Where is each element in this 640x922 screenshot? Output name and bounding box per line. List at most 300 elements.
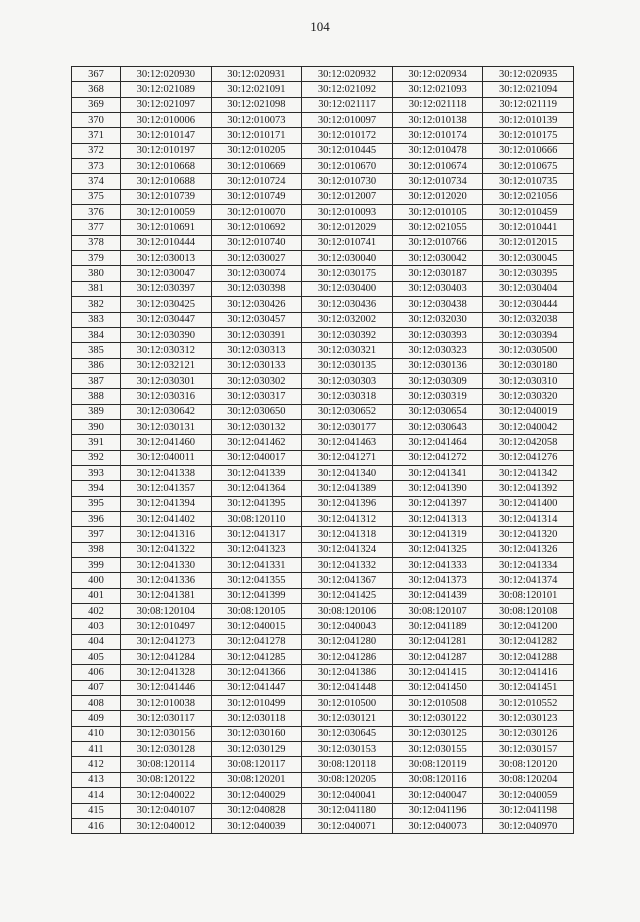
cadastral-code-cell: 30:12:030133 [211, 358, 302, 373]
cadastral-code-cell: 30:12:040970 [483, 818, 574, 833]
cadastral-code-cell: 30:12:030180 [483, 358, 574, 373]
table-row [72, 97, 574, 112]
cadastral-code-cell: 30:12:010139 [483, 113, 574, 128]
cadastral-code-cell: 30:12:030128 [121, 742, 212, 757]
cadastral-code-cell: 30:12:020935 [483, 67, 574, 82]
cadastral-code-cell: 30:12:040019 [483, 404, 574, 419]
row-number-cell: 398 [72, 542, 121, 557]
cadastral-code-cell: 30:12:041448 [302, 680, 393, 695]
table-row [72, 281, 574, 296]
cadastral-code-cell: 30:12:041390 [392, 481, 483, 496]
cadastral-code-cell: 30:08:120104 [121, 604, 212, 619]
table-row [72, 772, 574, 787]
cadastral-code-cell: 30:08:120119 [392, 757, 483, 772]
row-number-cell: 375 [72, 189, 121, 204]
cadastral-code-cell: 30:12:041389 [302, 481, 393, 496]
cadastral-code-cell: 30:12:041325 [392, 542, 483, 557]
cadastral-code-cell: 30:12:010668 [121, 159, 212, 174]
row-number-cell: 399 [72, 558, 121, 573]
cadastral-code-cell: 30:12:010174 [392, 128, 483, 143]
cadastral-code-cell: 30:12:040828 [211, 803, 302, 818]
cadastral-code-cell: 30:12:030645 [302, 726, 393, 741]
cadastral-code-cell: 30:12:041366 [211, 665, 302, 680]
cadastral-code-cell: 30:12:041332 [302, 558, 393, 573]
table-row [72, 634, 574, 649]
cadastral-code-cell: 30:12:030397 [121, 281, 212, 296]
cadastral-code-cell: 30:12:010499 [211, 696, 302, 711]
cadastral-code-cell: 30:12:030122 [392, 711, 483, 726]
cadastral-code-cell: 30:12:041381 [121, 588, 212, 603]
cadastral-code-cell: 30:12:020932 [302, 67, 393, 82]
cadastral-code-cell: 30:08:120116 [392, 772, 483, 787]
cadastral-code-cell: 30:08:120110 [211, 511, 302, 526]
cadastral-code-cell: 30:12:010205 [211, 143, 302, 158]
cadastral-code-cell: 30:12:040042 [483, 419, 574, 434]
cadastral-code-cell: 30:12:041355 [211, 573, 302, 588]
cadastral-code-cell: 30:12:030309 [392, 373, 483, 388]
cadastral-code-cell: 30:12:030425 [121, 297, 212, 312]
row-number-cell: 379 [72, 251, 121, 266]
cadastral-code-cell: 30:12:030426 [211, 297, 302, 312]
row-number-cell: 395 [72, 496, 121, 511]
cadastral-code-cell: 30:12:030042 [392, 251, 483, 266]
table-row [72, 481, 574, 496]
cadastral-code-cell: 30:12:041374 [483, 573, 574, 588]
cadastral-code-cell: 30:12:010171 [211, 128, 302, 143]
cadastral-code-cell: 30:12:041357 [121, 481, 212, 496]
cadastral-code-cell: 30:12:030444 [483, 297, 574, 312]
cadastral-code-cell: 30:12:010688 [121, 174, 212, 189]
cadastral-code-cell: 30:12:041324 [302, 542, 393, 557]
cadastral-code-cell: 30:12:032121 [121, 358, 212, 373]
row-number-cell: 373 [72, 159, 121, 174]
row-number-cell: 382 [72, 297, 121, 312]
cadastral-code-cell: 30:12:030391 [211, 327, 302, 342]
table-row [72, 726, 574, 741]
cadastral-code-cell: 30:12:030175 [302, 266, 393, 281]
cadastral-code-cell: 30:12:021092 [302, 82, 393, 97]
table-row [72, 419, 574, 434]
cadastral-code-cell: 30:12:010497 [121, 619, 212, 634]
cadastral-code-cell: 30:12:010670 [302, 159, 393, 174]
table-row [72, 312, 574, 327]
table-row [72, 266, 574, 281]
cadastral-code-cell: 30:12:010669 [211, 159, 302, 174]
table-row [72, 511, 574, 526]
cadastral-code-cell: 30:08:120201 [211, 772, 302, 787]
cadastral-code-cell: 30:12:030074 [211, 266, 302, 281]
cadastral-code-cell: 30:12:040012 [121, 818, 212, 833]
table-row [72, 542, 574, 557]
cadastral-code-cell: 30:12:041322 [121, 542, 212, 557]
table-row [72, 604, 574, 619]
cadastral-code-cell: 30:12:041284 [121, 650, 212, 665]
cadastral-code-cell: 30:12:041288 [483, 650, 574, 665]
cadastral-code-cell: 30:12:030040 [302, 251, 393, 266]
cadastral-code-cell: 30:12:041331 [211, 558, 302, 573]
cadastral-code-cell: 30:12:030302 [211, 373, 302, 388]
table-row [72, 465, 574, 480]
row-number-cell: 416 [72, 818, 121, 833]
cadastral-code-cell: 30:12:041399 [211, 588, 302, 603]
cadastral-code-cell: 30:12:041326 [483, 542, 574, 557]
cadastral-code-cell: 30:12:041276 [483, 450, 574, 465]
table-row [72, 696, 574, 711]
row-number-cell: 410 [72, 726, 121, 741]
row-number-cell: 381 [72, 281, 121, 296]
row-number-cell: 372 [72, 143, 121, 158]
cadastral-code-cell: 30:12:041198 [483, 803, 574, 818]
table-row [72, 435, 574, 450]
cadastral-code-cell: 30:12:021055 [392, 220, 483, 235]
cadastral-code-cell: 30:12:040017 [211, 450, 302, 465]
row-number-cell: 392 [72, 450, 121, 465]
table-row [72, 757, 574, 772]
cadastral-code-cell: 30:12:040039 [211, 818, 302, 833]
cadastral-code-cell: 30:12:041330 [121, 558, 212, 573]
row-number-cell: 409 [72, 711, 121, 726]
cadastral-code-cell: 30:12:030404 [483, 281, 574, 296]
cadastral-code-cell: 30:12:041286 [302, 650, 393, 665]
cadastral-code-cell: 30:12:021056 [483, 189, 574, 204]
cadastral-code-cell: 30:12:021091 [211, 82, 302, 97]
row-number-cell: 403 [72, 619, 121, 634]
cadastral-code-cell: 30:12:041364 [211, 481, 302, 496]
cadastral-code-cell: 30:12:030650 [211, 404, 302, 419]
row-number-cell: 389 [72, 404, 121, 419]
cadastral-code-cell: 30:12:040041 [302, 788, 393, 803]
cadastral-code-cell: 30:12:010500 [302, 696, 393, 711]
row-number-cell: 396 [72, 511, 121, 526]
cadastral-code-cell: 30:08:120122 [121, 772, 212, 787]
cadastral-code-cell: 30:12:041392 [483, 481, 574, 496]
row-number-cell: 407 [72, 680, 121, 695]
cadastral-code-cell: 30:12:041318 [302, 527, 393, 542]
cadastral-code-cell: 30:12:030153 [302, 742, 393, 757]
cadastral-code-cell: 30:12:030177 [302, 419, 393, 434]
cadastral-code-cell: 30:12:030436 [302, 297, 393, 312]
cadastral-code-cell: 30:12:030155 [392, 742, 483, 757]
table-row [72, 67, 574, 82]
table-row [72, 373, 574, 388]
cadastral-code-cell: 30:12:032038 [483, 312, 574, 327]
cadastral-code-cell: 30:08:120117 [211, 757, 302, 772]
cadastral-code-cell: 30:12:041451 [483, 680, 574, 695]
cadastral-code-cell: 30:12:041338 [121, 465, 212, 480]
cadastral-code-cell: 30:12:030131 [121, 419, 212, 434]
row-number-cell: 393 [72, 465, 121, 480]
cadastral-code-cell: 30:12:010508 [392, 696, 483, 711]
cadastral-code-cell: 30:12:010739 [121, 189, 212, 204]
cadastral-code-cell: 30:12:010691 [121, 220, 212, 235]
row-number-cell: 374 [72, 174, 121, 189]
row-number-cell: 406 [72, 665, 121, 680]
cadastral-code-cell: 30:12:030447 [121, 312, 212, 327]
cadastral-code-cell: 30:12:041189 [392, 619, 483, 634]
cadastral-code-cell: 30:12:020931 [211, 67, 302, 82]
cadastral-code-cell: 30:12:041397 [392, 496, 483, 511]
cadastral-code-cell: 30:12:030395 [483, 266, 574, 281]
cadastral-code-cell: 30:08:120114 [121, 757, 212, 772]
table-row [72, 343, 574, 358]
cadastral-code-cell: 30:12:012007 [302, 189, 393, 204]
cadastral-code-cell: 30:12:030157 [483, 742, 574, 757]
cadastral-code-cell: 30:12:030394 [483, 327, 574, 342]
cadastral-code-cell: 30:12:041395 [211, 496, 302, 511]
cadastral-code-cell: 30:12:030400 [302, 281, 393, 296]
cadastral-code-cell: 30:12:030319 [392, 389, 483, 404]
cadastral-code-cell: 30:12:030187 [392, 266, 483, 281]
cadastral-code-cell: 30:12:032030 [392, 312, 483, 327]
cadastral-code-cell: 30:12:030317 [211, 389, 302, 404]
table-row [72, 788, 574, 803]
row-number-cell: 371 [72, 128, 121, 143]
cadastral-code-cell: 30:12:041278 [211, 634, 302, 649]
cadastral-code-cell: 30:12:041447 [211, 680, 302, 695]
cadastral-code-cell: 30:12:030121 [302, 711, 393, 726]
cadastral-code-cell: 30:12:030393 [392, 327, 483, 342]
cadastral-code-cell: 30:12:041439 [392, 588, 483, 603]
cadastral-code-cell: 30:12:010441 [483, 220, 574, 235]
cadastral-code-cell: 30:12:041333 [392, 558, 483, 573]
cadastral-code-cell: 30:12:041336 [121, 573, 212, 588]
cadastral-code-cell: 30:12:012029 [302, 220, 393, 235]
cadastral-code-cell: 30:12:030438 [392, 297, 483, 312]
cadastral-code-cell: 30:08:120108 [483, 604, 574, 619]
cadastral-code-cell: 30:12:020934 [392, 67, 483, 82]
cadastral-code-cell: 30:12:041316 [121, 527, 212, 542]
table-row [72, 113, 574, 128]
cadastral-code-cell: 30:12:040011 [121, 450, 212, 465]
cadastral-code-cell: 30:12:010735 [483, 174, 574, 189]
row-number-cell: 383 [72, 312, 121, 327]
cadastral-code-cell: 30:12:010445 [302, 143, 393, 158]
row-number-cell: 380 [72, 266, 121, 281]
cadastral-code-cell: 30:12:010038 [121, 696, 212, 711]
cadastral-code-cell: 30:08:120118 [302, 757, 393, 772]
row-number-cell: 386 [72, 358, 121, 373]
cadastral-code-cell: 30:12:040047 [392, 788, 483, 803]
cadastral-code-cell: 30:12:041463 [302, 435, 393, 450]
cadastral-code-cell: 30:12:010093 [302, 205, 393, 220]
cadastral-code-cell: 30:12:010105 [392, 205, 483, 220]
cadastral-code-cell: 30:08:120120 [483, 757, 574, 772]
cadastral-code-cell: 30:12:041450 [392, 680, 483, 695]
cadastral-code-cell: 30:12:021118 [392, 97, 483, 112]
cadastral-code-cell: 30:12:021089 [121, 82, 212, 97]
cadastral-code-cell: 30:12:030654 [392, 404, 483, 419]
table-row [72, 189, 574, 204]
table-row [72, 358, 574, 373]
table-row [72, 803, 574, 818]
cadastral-code-cell: 30:12:010766 [392, 235, 483, 250]
cadastral-code-cell: 30:12:041339 [211, 465, 302, 480]
cadastral-code-cell: 30:12:012015 [483, 235, 574, 250]
cadastral-code-cell: 30:12:010674 [392, 159, 483, 174]
page-number: 104 [310, 19, 330, 34]
row-number-cell: 376 [72, 205, 121, 220]
table-row [72, 143, 574, 158]
cadastral-code-cell: 30:12:021094 [483, 82, 574, 97]
cadastral-code-cell: 30:12:041342 [483, 465, 574, 480]
cadastral-code-cell: 30:12:041340 [302, 465, 393, 480]
table-row [72, 174, 574, 189]
table-row [72, 619, 574, 634]
table-row [72, 680, 574, 695]
row-number-cell: 414 [72, 788, 121, 803]
cadastral-code-cell: 30:12:010197 [121, 143, 212, 158]
cadastral-code-cell: 30:12:030312 [121, 343, 212, 358]
cadastral-code-cell: 30:12:010666 [483, 143, 574, 158]
table-row [72, 82, 574, 97]
row-number-cell: 384 [72, 327, 121, 342]
row-number-cell: 369 [72, 97, 121, 112]
table-row [72, 573, 574, 588]
cadastral-code-cell: 30:12:010741 [302, 235, 393, 250]
row-number-cell: 390 [72, 419, 121, 434]
cadastral-code-cell: 30:12:012020 [392, 189, 483, 204]
cadastral-code-cell: 30:12:030652 [302, 404, 393, 419]
row-number-cell: 415 [72, 803, 121, 818]
table-row [72, 818, 574, 833]
cadastral-code-cell: 30:12:040043 [302, 619, 393, 634]
cadastral-code-cell: 30:12:041320 [483, 527, 574, 542]
cadastral-code-cell: 30:12:040022 [121, 788, 212, 803]
cadastral-code-cell: 30:08:120101 [483, 588, 574, 603]
cadastral-code-cell: 30:12:030126 [483, 726, 574, 741]
cadastral-code-cell: 30:12:010073 [211, 113, 302, 128]
cadastral-code-cell: 30:12:030321 [302, 343, 393, 358]
table-row [72, 235, 574, 250]
table-row [72, 450, 574, 465]
table-row [72, 588, 574, 603]
row-number-cell: 401 [72, 588, 121, 603]
cadastral-code-cell: 30:12:041373 [392, 573, 483, 588]
cadastral-code-cell: 30:12:010059 [121, 205, 212, 220]
cadastral-code-cell: 30:12:010172 [302, 128, 393, 143]
cadastral-code-cell: 30:12:041323 [211, 542, 302, 557]
cadastral-code-cell: 30:12:030123 [483, 711, 574, 726]
cadastral-code-cell: 30:12:041180 [302, 803, 393, 818]
cadastral-code-cell: 30:12:010730 [302, 174, 393, 189]
row-number-cell: 400 [72, 573, 121, 588]
table-row [72, 389, 574, 404]
cadastral-code-cell: 30:12:040059 [483, 788, 574, 803]
cadastral-code-cell: 30:12:021097 [121, 97, 212, 112]
cadastral-code-cell: 30:08:120106 [302, 604, 393, 619]
cadastral-code-cell: 30:12:030303 [302, 373, 393, 388]
cadastral-code-cell: 30:12:030027 [211, 251, 302, 266]
cadastral-code-cell: 30:12:030642 [121, 404, 212, 419]
cadastral-code-cell: 30:12:030310 [483, 373, 574, 388]
cadastral-code-cell: 30:12:010724 [211, 174, 302, 189]
cadastral-code-cell: 30:12:041402 [121, 511, 212, 526]
cadastral-code-cell: 30:12:030643 [392, 419, 483, 434]
table-row [72, 205, 574, 220]
cadastral-code-cell: 30:12:041282 [483, 634, 574, 649]
cadastral-code-cell: 30:12:010070 [211, 205, 302, 220]
cadastral-code-cell: 30:12:041312 [302, 511, 393, 526]
row-number-cell: 385 [72, 343, 121, 358]
cadastral-code-cell: 30:12:030132 [211, 419, 302, 434]
cadastral-code-cell: 30:12:010740 [211, 235, 302, 250]
cadastral-code-cell: 30:12:030047 [121, 266, 212, 281]
row-number-cell: 404 [72, 634, 121, 649]
cadastral-code-cell: 30:12:030117 [121, 711, 212, 726]
cadastral-code-cell: 30:12:030118 [211, 711, 302, 726]
cadastral-code-cell: 30:12:041416 [483, 665, 574, 680]
table-row [72, 711, 574, 726]
cadastral-code-cell: 30:12:030136 [392, 358, 483, 373]
cadastral-code-cell: 30:12:041464 [392, 435, 483, 450]
table-row [72, 297, 574, 312]
row-number-cell: 391 [72, 435, 121, 450]
row-number-cell: 377 [72, 220, 121, 235]
cadastral-code-cell: 30:12:010006 [121, 113, 212, 128]
cadastral-code-cell: 30:12:041460 [121, 435, 212, 450]
cadastral-code-cell: 30:08:120107 [392, 604, 483, 619]
cadastral-code-cell: 30:12:041314 [483, 511, 574, 526]
cadastral-code-cell: 30:12:041196 [392, 803, 483, 818]
cadastral-code-cell: 30:12:030045 [483, 251, 574, 266]
table-row [72, 650, 574, 665]
cadastral-code-cell: 30:12:030160 [211, 726, 302, 741]
row-number-cell: 370 [72, 113, 121, 128]
cadastral-code-cell: 30:12:030390 [121, 327, 212, 342]
row-number-cell: 405 [72, 650, 121, 665]
cadastral-code-cell: 30:12:041367 [302, 573, 393, 588]
cadastral-code-cell: 30:12:010175 [483, 128, 574, 143]
cadastral-code-cell: 30:12:010444 [121, 235, 212, 250]
table-row [72, 527, 574, 542]
cadastral-code-cell: 30:12:021098 [211, 97, 302, 112]
cadastral-code-cell: 30:12:041400 [483, 496, 574, 511]
cadastral-code-cell: 30:12:030313 [211, 343, 302, 358]
cadastral-code-cell: 30:12:032002 [302, 312, 393, 327]
cadastral-code-cell: 30:12:041271 [302, 450, 393, 465]
cadastral-code-cell: 30:12:030500 [483, 343, 574, 358]
cadastral-code-cell: 30:12:041287 [392, 650, 483, 665]
cadastral-code-cell: 30:12:010692 [211, 220, 302, 235]
row-number-cell: 408 [72, 696, 121, 711]
cadastral-code-cell: 30:12:040015 [211, 619, 302, 634]
table-row [72, 665, 574, 680]
cadastral-code-cell: 30:08:120105 [211, 604, 302, 619]
row-number-cell: 402 [72, 604, 121, 619]
cadastral-code-cell: 30:12:041334 [483, 558, 574, 573]
table-row [72, 496, 574, 511]
cadastral-code-cell: 30:12:041317 [211, 527, 302, 542]
cadastral-code-cell: 30:12:041386 [302, 665, 393, 680]
cadastral-code-cell: 30:12:010459 [483, 205, 574, 220]
cadastral-code-cell: 30:12:030135 [302, 358, 393, 373]
cadastral-code-cell: 30:12:010147 [121, 128, 212, 143]
row-number-cell: 413 [72, 772, 121, 787]
cadastral-code-cell: 30:12:010552 [483, 696, 574, 711]
table-row [72, 128, 574, 143]
cadastral-code-cell: 30:12:030013 [121, 251, 212, 266]
cadastral-code-cell: 30:12:010749 [211, 189, 302, 204]
cadastral-code-cell: 30:12:030156 [121, 726, 212, 741]
table-body [72, 67, 574, 834]
cadastral-code-cell: 30:12:010478 [392, 143, 483, 158]
table-row [72, 327, 574, 342]
cadastral-code-cell: 30:12:030318 [302, 389, 393, 404]
cadastral-code-cell: 30:12:021119 [483, 97, 574, 112]
cadastral-code-cell: 30:08:120204 [483, 772, 574, 787]
cadastral-code-cell: 30:12:041341 [392, 465, 483, 480]
cadastral-code-cell: 30:12:041396 [302, 496, 393, 511]
